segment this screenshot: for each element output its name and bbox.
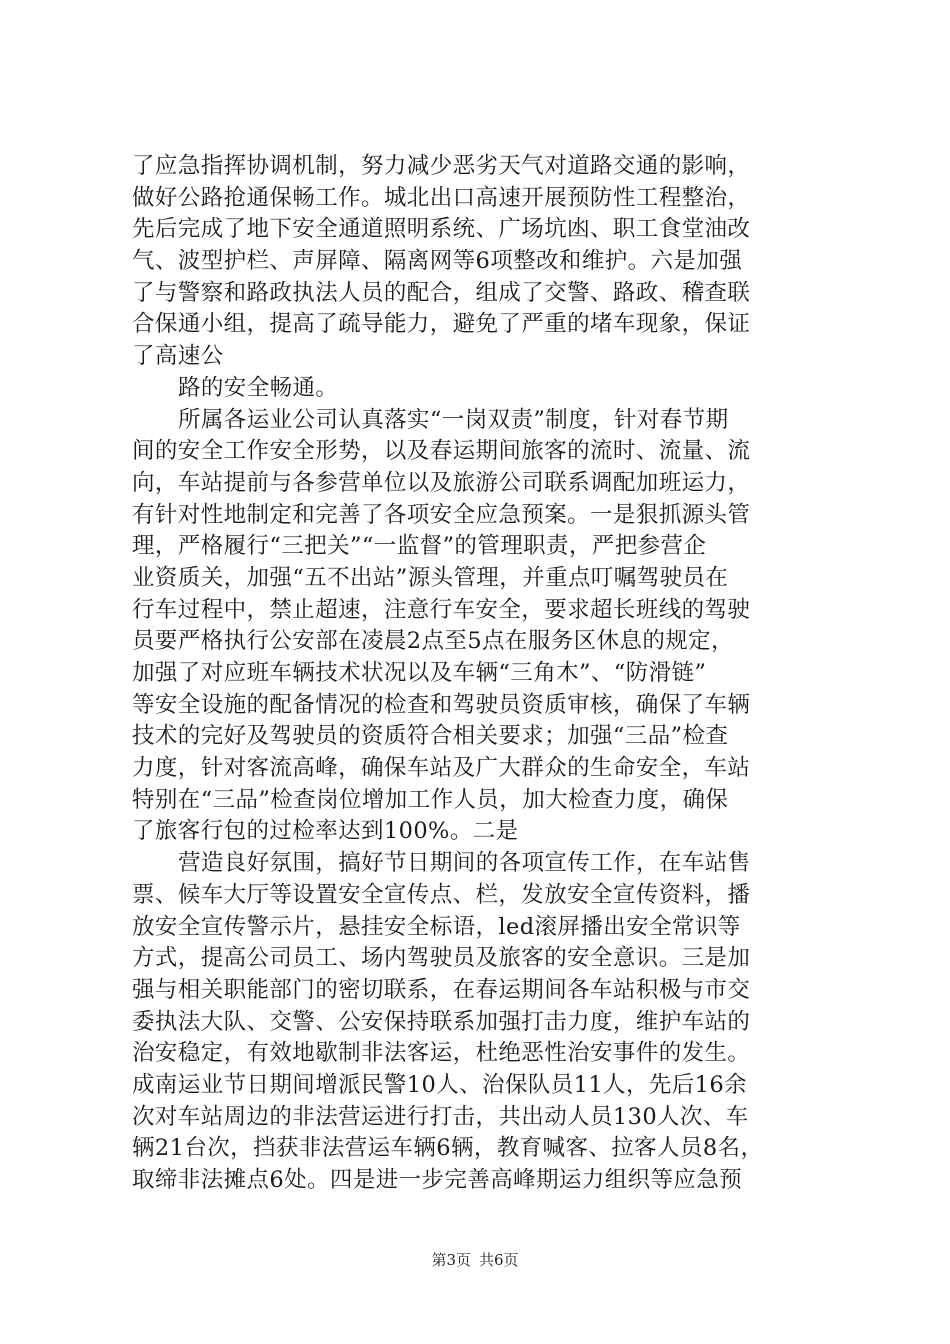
text-line: 辆21台次，挡获非法营运车辆6辆，教育喊客、拉客人员8名， [132,1135,764,1162]
text-line: 等安全设施的配备情况的检查和驾驶员资质审核，确保了车辆 [132,691,751,718]
text-line: 特别在“三品”检查岗位增加工作人员，加大检查力度，确保 [132,786,729,813]
text-line: 方式，提高公司员工、场内驾驶员及旅客的安全意识。三是加 [132,945,751,972]
text-line: 了旅客行包的过检率达到100%。二是 [132,818,519,845]
text-line: 次对车站周边的非法营运进行打击，共出动人员130人次、车 [132,1103,749,1130]
text-line: 向，车站提前与各参营单位以及旅游公司联系调配加班运力， [132,469,751,496]
text-line: 力度，针对客流高峰，确保车站及广大群众的生命安全，车站 [132,755,751,782]
text-line: 路的安全畅通。 [178,374,339,401]
text-line: 所属各运业公司认真落实“一岗双责”制度，针对春节期 [178,406,729,433]
text-line: 了与警察和路政执法人员的配合，组成了交警、路政、稽查联 [132,279,751,306]
text-line: 取缔非法摊点6处。四是进一步完善高峰期运力组织等应急预 [132,1167,743,1193]
text-line: 合保通小组，提高了疏导能力，避免了严重的堵车现象，保证 [132,311,751,338]
text-line: 行车过程中，禁止超速，注意行车安全，要求超长班线的驾驶 [132,596,751,623]
text-line: 技术的完好及驾驶员的资质符合相关要求；加强“三品”检查 [132,723,729,750]
text-line: 间的安全工作安全形势，以及春运期间旅客的流时、流量、流 [132,438,751,465]
text-line: 营造良好氛围，搞好节日期间的各项宣传工作，在车站售 [178,850,751,877]
text-line: 先后完成了地下安全通道照明系统、广场坑凼、职工食堂油改 [132,216,751,243]
text-line: 员要严格执行公安部在凌晨2点至5点在服务区休息的规定， [132,628,734,655]
text-line: 理，严格履行“三把关”“一监督”的管理职责，严把参营企 [132,533,707,560]
text-line: 治安稳定，有效地歇制非法客运，杜绝恶性治安事件的发生。 [132,1040,751,1067]
text-line: 成南运业节日期间增派民警10人、治保队员11人，先后16余 [132,1071,747,1098]
page-number-total: 共6页 [479,1251,519,1269]
text-line: 有针对性地制定和完善了各项安全应急预案。一是狠抓源头管 [132,501,751,528]
text-line: 放安全宣传警示片，悬挂安全标语，led滚屏播出安全常识等 [132,913,741,940]
text-line: 气、波型护栏、声屏障、隔离网等6项整改和维护。六是加强 [132,248,743,275]
text-line: 业资质关，加强“五不出站”源头管理，并重点叮嘱驾驶员在 [132,564,729,591]
text-line: 加强了对应班车辆技术状况以及车辆“三角木”、“防滑链” [132,660,707,686]
document-body [132,151,822,1197]
text-line: 强与相关职能部门的密切联系，在春运期间各车站积极与市交 [132,976,751,1003]
text-line: 了高速公 [132,343,224,370]
page-number-current: 第3页 [431,1251,471,1269]
text-line: 票、候车大厅等设置安全宣传点、栏，发放安全宣传资料，播 [132,881,751,908]
text-line: 委执法大队、交警、公安保持联系加强打击力度，维护车站的 [132,1008,751,1035]
page-footer [0,1250,950,1270]
text-line: 了应急指挥协调机制，努力减少恶劣天气对道路交通的影响， [132,153,751,179]
text-line: 做好公路抢通保畅工作。城北出口高速开展预防性工程整治， [132,184,751,211]
